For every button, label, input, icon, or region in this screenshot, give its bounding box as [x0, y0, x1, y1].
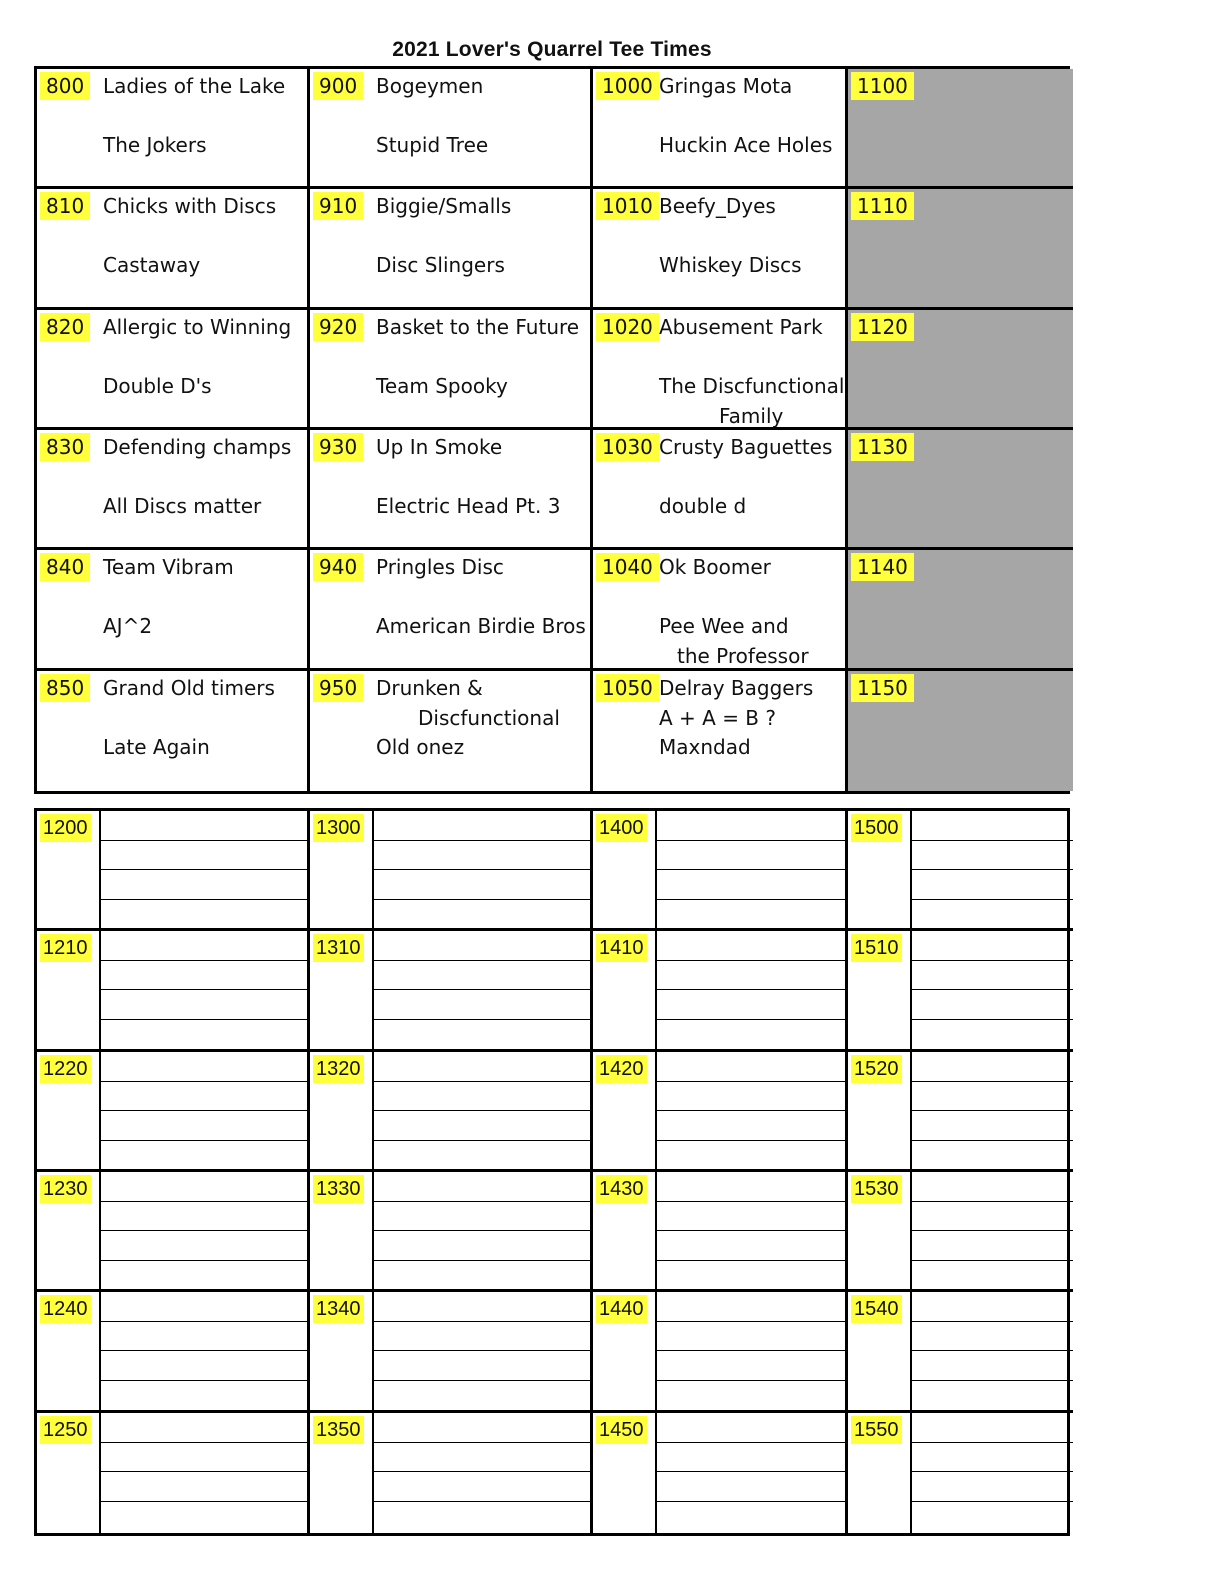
- tee-time-label: 1530: [851, 1175, 902, 1203]
- team-name: Pee Wee and: [659, 614, 789, 639]
- team-name: Beefy_Dyes: [659, 194, 776, 219]
- tee-slot-1510: [848, 931, 1073, 1051]
- tee-slot-1410: [593, 931, 848, 1051]
- tee-time-label: 1310: [313, 934, 364, 962]
- tee-slot-1120: [848, 310, 1073, 430]
- entry-line[interactable]: [912, 960, 1073, 961]
- tee-slot-1000: [593, 69, 848, 189]
- tee-slot-830: [37, 430, 310, 550]
- entry-line[interactable]: [101, 1442, 307, 1443]
- team-name: Castaway: [103, 253, 201, 278]
- tee-slot-1320: [310, 1052, 593, 1172]
- tee-time-label: 1220: [40, 1055, 91, 1083]
- team-name: The Discfunctional: [659, 373, 845, 398]
- entry-line[interactable]: [912, 1501, 1073, 1502]
- team-name: AJ^2: [103, 614, 153, 639]
- team-name: Stupid Tree: [376, 133, 489, 157]
- team-name: Defending champs: [103, 435, 292, 459]
- entry-line[interactable]: [912, 1380, 1073, 1381]
- entry-line[interactable]: [912, 869, 1073, 870]
- tee-time-label: 840: [40, 553, 90, 581]
- team-name: Gringas Mota: [659, 74, 793, 98]
- tee-time-label: 1230: [40, 1175, 91, 1203]
- team-name: Bogeymen: [376, 74, 484, 98]
- entry-line[interactable]: [912, 1260, 1073, 1261]
- tee-time-label: 1030: [596, 433, 659, 461]
- entry-line[interactable]: [912, 1201, 1073, 1202]
- entry-line[interactable]: [374, 1019, 590, 1020]
- team-entry-lines: [910, 1292, 1073, 1409]
- tee-slot-1440: [593, 1292, 848, 1412]
- entry-line[interactable]: [101, 989, 307, 990]
- entry-line[interactable]: [101, 1140, 307, 1141]
- entry-line[interactable]: [101, 1110, 307, 1111]
- tee-time-label: 1410: [596, 934, 647, 962]
- team-name: All Discs matter: [103, 494, 262, 518]
- team-name: American Birdie Bros: [376, 614, 586, 639]
- entry-line[interactable]: [374, 1081, 590, 1082]
- team-entry-lines: [99, 811, 307, 928]
- entry-line[interactable]: [912, 840, 1073, 841]
- tee-slot-920: [310, 310, 593, 430]
- entry-line[interactable]: [912, 1230, 1073, 1231]
- entry-line[interactable]: [101, 1501, 307, 1502]
- tee-time-label: 1450: [596, 1416, 647, 1444]
- entry-line[interactable]: [657, 960, 845, 961]
- tee-time-label: 1510: [851, 934, 902, 962]
- team-entry-lines: [372, 1292, 590, 1409]
- tee-slot-1340: [310, 1292, 593, 1412]
- tee-slot-1330: [310, 1172, 593, 1292]
- entry-line[interactable]: [657, 869, 845, 870]
- team-name: Basket to the Future: [376, 314, 580, 339]
- tee-time-label: 1430: [596, 1175, 647, 1203]
- entry-line[interactable]: [912, 1442, 1073, 1443]
- tee-time-label: 1520: [851, 1055, 902, 1083]
- tee-time-label: 910: [313, 192, 363, 220]
- team-name: Team Spooky: [376, 373, 508, 398]
- entry-line[interactable]: [101, 1380, 307, 1381]
- team-entry-lines: [372, 1052, 590, 1169]
- tee-time-label: 1140: [851, 553, 914, 581]
- tee-time-label: 1540: [851, 1295, 902, 1323]
- tee-slot-1220: [37, 1052, 310, 1172]
- entry-line[interactable]: [101, 1019, 307, 1020]
- tee-slot-1150: [848, 671, 1073, 791]
- entry-line[interactable]: [374, 899, 590, 900]
- team-entry-lines: [372, 1172, 590, 1289]
- team-entry-lines: [655, 811, 845, 928]
- entry-line[interactable]: [374, 1230, 590, 1231]
- entry-line[interactable]: [657, 1081, 845, 1082]
- entry-line[interactable]: [374, 1350, 590, 1351]
- tee-time-label: 930: [313, 433, 363, 461]
- team-entry-lines: [910, 1052, 1073, 1169]
- tee-slot-1040: [593, 550, 848, 670]
- page-title: 2021 Lover's Quarrel Tee Times: [392, 38, 712, 61]
- tee-time-label: 950: [313, 674, 363, 702]
- team-entry-lines: [910, 1413, 1073, 1533]
- team-name: Grand Old timers: [103, 675, 275, 700]
- tee-slot-820: [37, 310, 310, 430]
- tee-time-label: 1040: [596, 553, 659, 581]
- tee-times-grid-afternoon: [34, 808, 1070, 1536]
- entry-line[interactable]: [374, 869, 590, 870]
- tee-slot-950: [310, 671, 593, 791]
- entry-line[interactable]: [101, 869, 307, 870]
- tee-slot-1140: [848, 550, 1073, 670]
- tee-time-label: 920: [313, 313, 363, 341]
- entry-line[interactable]: [101, 1081, 307, 1082]
- tee-time-label: 1000: [596, 72, 659, 100]
- team-name: Disc Slingers: [376, 253, 505, 278]
- tee-time-label: 1400: [596, 814, 647, 842]
- tee-slot-910: [310, 189, 593, 309]
- tee-time-label: 1500: [851, 814, 902, 842]
- team-entry-lines: [910, 931, 1073, 1048]
- entry-line[interactable]: [101, 1201, 307, 1202]
- tee-slot-1100: [848, 69, 1073, 189]
- entry-line[interactable]: [912, 1471, 1073, 1472]
- tee-time-label: 810: [40, 192, 90, 220]
- team-entry-lines: [910, 1172, 1073, 1289]
- tee-time-label: 1550: [851, 1416, 902, 1444]
- tee-slot-1540: [848, 1292, 1073, 1412]
- tee-time-label: 1300: [313, 814, 364, 842]
- entry-line[interactable]: [374, 1110, 590, 1111]
- tee-time-label: 1010: [596, 192, 659, 220]
- tee-time-label: 830: [40, 433, 90, 461]
- team-entry-lines: [372, 1413, 590, 1533]
- entry-line[interactable]: [374, 960, 590, 961]
- team-name: Chicks with Discs: [103, 194, 277, 219]
- entry-line[interactable]: [657, 1019, 845, 1020]
- team-name: Discfunctional: [418, 705, 560, 730]
- team-name: A + A = B ?: [659, 705, 777, 730]
- tee-time-label: 1020: [596, 313, 659, 341]
- team-entry-lines: [99, 1413, 307, 1533]
- team-name: Double D's: [103, 373, 212, 398]
- team-name: The Jokers: [103, 133, 207, 157]
- tee-times-grid-morning: [34, 66, 1070, 794]
- entry-line[interactable]: [374, 1380, 590, 1381]
- tee-slot-1500: [848, 811, 1073, 931]
- entry-line[interactable]: [657, 899, 845, 900]
- tee-slot-1550: [848, 1413, 1073, 1533]
- team-name: Ladies of the Lake: [103, 74, 286, 98]
- entry-line[interactable]: [374, 840, 590, 841]
- tee-slot-1200: [37, 811, 310, 931]
- tee-slot-1400: [593, 811, 848, 931]
- tee-time-label: 1330: [313, 1175, 364, 1203]
- entry-line[interactable]: [912, 899, 1073, 900]
- tee-time-label: 1110: [851, 192, 914, 220]
- team-name: Team Vibram: [103, 555, 234, 580]
- tee-slot-1530: [848, 1172, 1073, 1292]
- team-entry-lines: [99, 1052, 307, 1169]
- tee-time-label: 820: [40, 313, 90, 341]
- team-entry-lines: [99, 1172, 307, 1289]
- entry-line[interactable]: [374, 1471, 590, 1472]
- entry-line[interactable]: [912, 1321, 1073, 1322]
- entry-line[interactable]: [374, 1321, 590, 1322]
- tee-slot-1030: [593, 430, 848, 550]
- team-name: Maxndad: [659, 734, 751, 759]
- team-entry-lines: [99, 1292, 307, 1409]
- entry-line[interactable]: [657, 1380, 845, 1381]
- tee-slot-1210: [37, 931, 310, 1051]
- tee-slot-1010: [593, 189, 848, 309]
- tee-slot-1450: [593, 1413, 848, 1533]
- entry-line[interactable]: [374, 1201, 590, 1202]
- team-name: Drunken &: [376, 675, 483, 700]
- entry-line[interactable]: [912, 1350, 1073, 1351]
- team-name: Old onez: [376, 734, 465, 759]
- entry-line[interactable]: [374, 1260, 590, 1261]
- entry-line[interactable]: [657, 1471, 845, 1472]
- tee-slot-1230: [37, 1172, 310, 1292]
- entry-line[interactable]: [101, 1350, 307, 1351]
- tee-time-label: 800: [40, 72, 90, 100]
- tee-time-label: 1350: [313, 1416, 364, 1444]
- entry-line[interactable]: [101, 840, 307, 841]
- team-entry-lines: [372, 811, 590, 928]
- tee-slot-1250: [37, 1413, 310, 1533]
- tee-time-label: 1200: [40, 814, 91, 842]
- tee-slot-800: [37, 69, 310, 189]
- team-name: double d: [659, 494, 747, 518]
- entry-line[interactable]: [912, 1140, 1073, 1141]
- tee-time-label: 1240: [40, 1295, 91, 1323]
- tee-slot-1240: [37, 1292, 310, 1412]
- tee-time-label: 1050: [596, 674, 659, 702]
- entry-line[interactable]: [374, 1442, 590, 1443]
- tee-slot-1020: [593, 310, 848, 430]
- entry-line[interactable]: [912, 1110, 1073, 1111]
- tee-slot-1110: [848, 189, 1073, 309]
- team-name: Abusement Park: [659, 314, 823, 339]
- entry-line[interactable]: [657, 840, 845, 841]
- team-name: Delray Baggers: [659, 675, 814, 700]
- entry-line[interactable]: [912, 1019, 1073, 1020]
- team-entry-lines: [655, 931, 845, 1048]
- team-entry-lines: [910, 811, 1073, 928]
- entry-line[interactable]: [657, 1321, 845, 1322]
- tee-slot-1420: [593, 1052, 848, 1172]
- tee-time-label: 1210: [40, 934, 91, 962]
- team-name: Huckin Ace Holes: [659, 133, 833, 157]
- entry-line[interactable]: [657, 1110, 845, 1111]
- entry-line[interactable]: [101, 1321, 307, 1322]
- entry-line[interactable]: [101, 899, 307, 900]
- team-name: Allergic to Winning: [103, 314, 292, 339]
- entry-line[interactable]: [657, 989, 845, 990]
- team-entry-lines: [655, 1172, 845, 1289]
- tee-slot-850: [37, 671, 310, 791]
- entry-line[interactable]: [101, 960, 307, 961]
- team-name: Late Again: [103, 734, 210, 759]
- tee-time-label: 1340: [313, 1295, 364, 1323]
- tee-time-label: 1250: [40, 1416, 91, 1444]
- team-entry-lines: [99, 931, 307, 1048]
- entry-line[interactable]: [657, 1201, 845, 1202]
- team-entry-lines: [655, 1052, 845, 1169]
- entry-line[interactable]: [657, 1442, 845, 1443]
- team-name: Pringles Disc: [376, 555, 504, 580]
- tee-time-label: 940: [313, 553, 363, 581]
- entry-line[interactable]: [657, 1350, 845, 1351]
- entry-line[interactable]: [101, 1471, 307, 1472]
- tee-slot-810: [37, 189, 310, 309]
- team-name: Ok Boomer: [659, 555, 771, 580]
- entry-line[interactable]: [101, 1260, 307, 1261]
- tee-slot-1520: [848, 1052, 1073, 1172]
- tee-time-label: 1150: [851, 674, 914, 702]
- team-name: Family: [719, 403, 784, 428]
- entry-line[interactable]: [101, 1230, 307, 1231]
- team-entry-lines: [655, 1413, 845, 1533]
- entry-line[interactable]: [374, 1140, 590, 1141]
- tee-slot-930: [310, 430, 593, 550]
- tee-slot-1350: [310, 1413, 593, 1533]
- tee-time-label: 900: [313, 72, 363, 100]
- entry-line[interactable]: [657, 1230, 845, 1231]
- entry-line[interactable]: [374, 989, 590, 990]
- team-entry-lines: [372, 931, 590, 1048]
- team-name: Biggie/Smalls: [376, 194, 512, 219]
- tee-time-label: 1100: [851, 72, 914, 100]
- tee-time-label: 1420: [596, 1055, 647, 1083]
- tee-slot-1050: [593, 671, 848, 791]
- tee-time-label: 1130: [851, 433, 914, 461]
- tee-slot-940: [310, 550, 593, 670]
- tee-time-label: 1120: [851, 313, 914, 341]
- tee-slot-1130: [848, 430, 1073, 550]
- tee-time-label: 1320: [313, 1055, 364, 1083]
- tee-slot-1430: [593, 1172, 848, 1292]
- tee-time-label: 1440: [596, 1295, 647, 1323]
- team-name: Crusty Baguettes: [659, 435, 833, 459]
- entry-line[interactable]: [657, 1260, 845, 1261]
- tee-slot-900: [310, 69, 593, 189]
- entry-line[interactable]: [657, 1501, 845, 1502]
- team-entry-lines: [655, 1292, 845, 1409]
- tee-time-label: 850: [40, 674, 90, 702]
- tee-slot-1300: [310, 811, 593, 931]
- team-name: the Professor: [677, 644, 809, 669]
- entry-line[interactable]: [374, 1501, 590, 1502]
- tee-slot-840: [37, 550, 310, 670]
- team-name: Whiskey Discs: [659, 253, 802, 278]
- team-name: Up In Smoke: [376, 435, 503, 459]
- entry-line[interactable]: [912, 1081, 1073, 1082]
- entry-line[interactable]: [657, 1140, 845, 1141]
- tee-slot-1310: [310, 931, 593, 1051]
- entry-line[interactable]: [912, 989, 1073, 990]
- team-name: Electric Head Pt. 3: [376, 494, 561, 518]
